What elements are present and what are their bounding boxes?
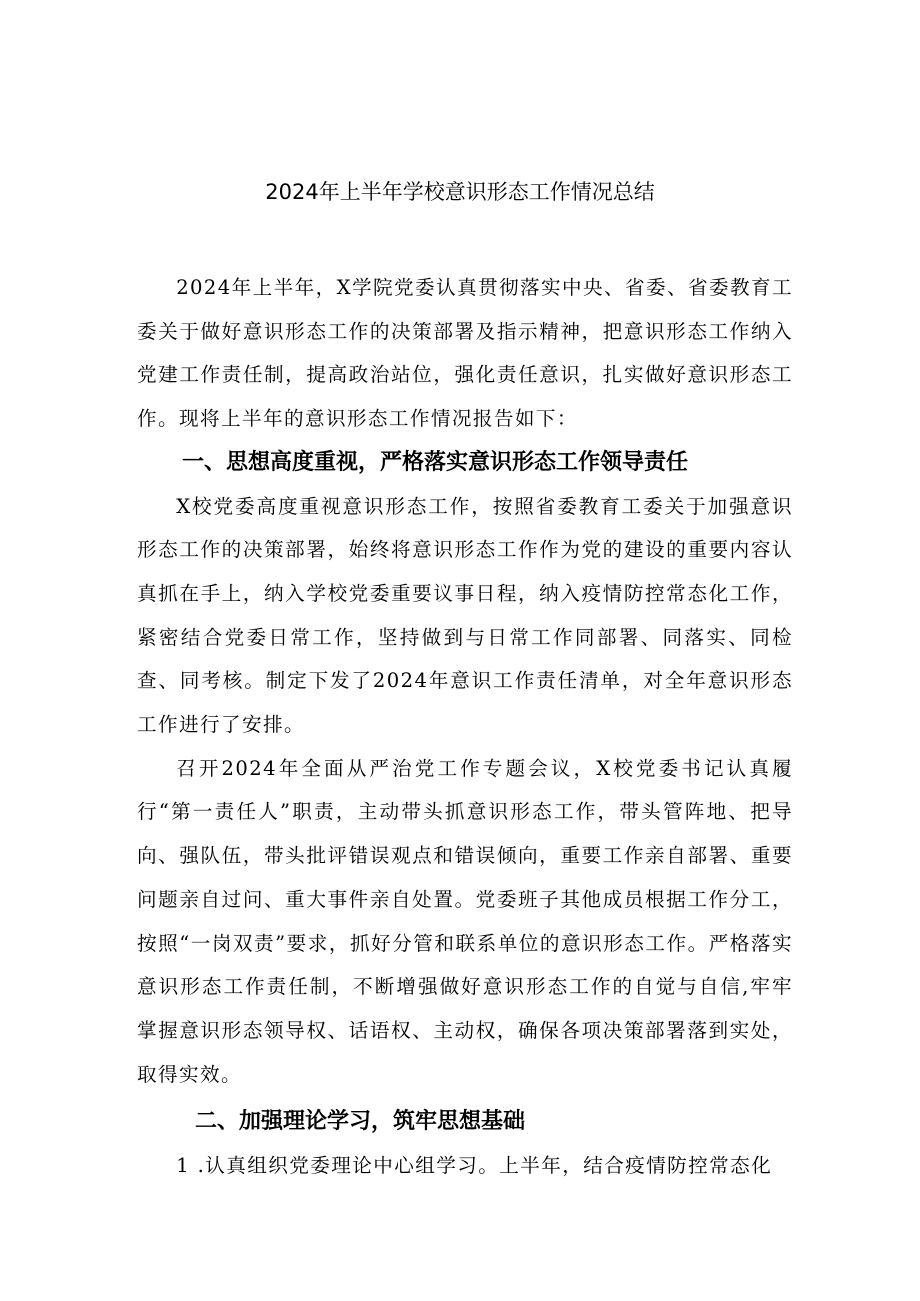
section-1-paragraph-1: X校党委高度重视意识形态工作，按照省委教育工委关于加强意识形态工作的决策部署，始终将意识形态工作作为党的建设的重要内容认真抓在手上，纳入学校党委重要议事日程，纳入疫情防控常态化工作，紧密结合党委日常工作，坚持做到与日常工作同部署、同落实、同检查、同考核。制定下发了2024年意识工作责任清单，对全年意识形态工作进行了安排。 <box>137 494 793 737</box>
document-title: 2024年上半年学校意识形态工作情况总结 <box>265 180 655 204</box>
section-1-paragraph-2: 召开2024年全面从严治党工作专题会议，X校党委书记认真履行“第一责任人”职责，主动带头抓意识形态工作，带头管阵地、把导向、强队伍，带头批评错误观点和错误倾向，重要工作亲自部署、重要问题亲自过问、重大事件亲自处置。党委班子其他成员根据工作分工，按照“一岗双责”要求，抓好分管和联系单位的意识形态工作。严格落实意识形态工作责任制，不断增强做好意识形态工作的自觉与自信,牢牢掌握意识形态领导权、话语权、主动权，确保各项决策部署落到实处，取得实效。 <box>137 756 793 1086</box>
section-2-heading: 二、加强理论学习，筑牢思想基础 <box>195 1109 526 1135</box>
section-2-paragraph-1: 1 .认真组织党委理论中心组学习。上半年，结合疫情防控常态化 <box>176 1154 773 1178</box>
section-1-heading: 一、思想高度重视，严格落实意识形态工作领导责任 <box>182 449 689 475</box>
intro-paragraph: 2024年上半年，X学院党委认真贯彻落实中央、省委、省委教育工委关于做好意识形态工作的决策部署及指示精神，把意识形态工作纳入党建工作责任制，提高政治站位，强化责任意识，扎实做好意识形态工作。现将上半年的意识形态工作情况报告如下： <box>137 276 793 431</box>
document-body <box>137 266 793 1188</box>
